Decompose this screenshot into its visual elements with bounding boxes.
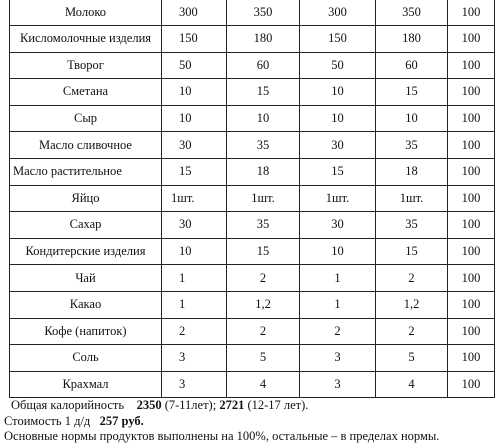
table-cell: 60 bbox=[376, 52, 448, 79]
table-cell: 180 bbox=[376, 26, 448, 53]
table-cell: 15 bbox=[376, 238, 448, 265]
table-cell: 1 bbox=[162, 291, 227, 318]
table-cell: 30 bbox=[162, 132, 227, 159]
table-row bbox=[10, 371, 495, 398]
table-cell: 100 bbox=[448, 291, 495, 318]
table-cell: 2 bbox=[227, 318, 300, 345]
table-cell: 100 bbox=[448, 212, 495, 239]
table-cell: 30 bbox=[300, 132, 376, 159]
table-cell: 100 bbox=[448, 26, 495, 53]
cost-line bbox=[0, 414, 500, 430]
table-cell: 15 bbox=[162, 158, 227, 185]
table-row bbox=[10, 318, 495, 345]
table-cell: 10 bbox=[227, 105, 300, 132]
table-cell: 1,2 bbox=[227, 291, 300, 318]
table-row bbox=[10, 238, 495, 265]
table-cell: 1 bbox=[162, 265, 227, 292]
table-cell: 100 bbox=[448, 132, 495, 159]
table-row bbox=[10, 345, 495, 372]
table-cell: 35 bbox=[227, 132, 300, 159]
table-row bbox=[10, 291, 495, 318]
table-cell: 30 bbox=[300, 212, 376, 239]
cost-label: Стоимость 1 д/д bbox=[4, 413, 91, 428]
table-cell: 100 bbox=[448, 345, 495, 372]
calories-7-11-note: (7-11лет); bbox=[164, 398, 217, 412]
table-row bbox=[10, 105, 495, 132]
table-cell: 150 bbox=[162, 26, 227, 53]
table-cell: 3 bbox=[300, 371, 376, 398]
product-name-sour-cream: Сметана bbox=[10, 79, 162, 106]
table-cell: 2 bbox=[376, 265, 448, 292]
table-cell: 5 bbox=[227, 345, 300, 372]
table-cell: 4 bbox=[227, 371, 300, 398]
table-cell: 3 bbox=[300, 345, 376, 372]
table-cell: 1 bbox=[300, 291, 376, 318]
calories-7-11-value: 2350 bbox=[136, 398, 162, 412]
table-cell: 15 bbox=[227, 79, 300, 106]
table-cell: 10 bbox=[162, 105, 227, 132]
calories-12-17-value: 2721 bbox=[219, 398, 245, 412]
product-name-egg: Яйцо bbox=[10, 185, 162, 212]
table-cell: 2 bbox=[376, 318, 448, 345]
table-cell: 100 bbox=[448, 52, 495, 79]
table-row bbox=[10, 158, 495, 185]
table-cell: 10 bbox=[376, 105, 448, 132]
table-cell: 2 bbox=[227, 265, 300, 292]
product-name-starch: Крахмал bbox=[10, 371, 162, 398]
table-cell: 1шт. bbox=[227, 185, 300, 212]
table-cell: 10 bbox=[162, 238, 227, 265]
table-cell: 3 bbox=[162, 345, 227, 372]
table-cell: 100 bbox=[448, 371, 495, 398]
table-cell: 50 bbox=[162, 52, 227, 79]
table-cell: 1шт. bbox=[162, 185, 227, 212]
table-cell: 15 bbox=[227, 238, 300, 265]
calories-12-17-note: (12-17 лет). bbox=[247, 398, 309, 412]
table-cell: 1,2 bbox=[376, 291, 448, 318]
table-row bbox=[10, 52, 495, 79]
product-name-dairy: Кисломолочные изделия bbox=[10, 26, 162, 53]
product-name-vegetable-oil: Масло растительное bbox=[10, 158, 162, 185]
table-cell: 300 bbox=[162, 0, 227, 26]
table-cell: 30 bbox=[162, 212, 227, 239]
table-cell: 100 bbox=[448, 318, 495, 345]
table-cell: 300 bbox=[300, 0, 376, 26]
table-row bbox=[10, 265, 495, 292]
table-cell: 50 bbox=[300, 52, 376, 79]
table-cell: 100 bbox=[448, 158, 495, 185]
product-name-cocoa: Какао bbox=[10, 291, 162, 318]
table-cell: 35 bbox=[227, 212, 300, 239]
table-cell: 15 bbox=[300, 158, 376, 185]
table-cell: 18 bbox=[376, 158, 448, 185]
product-name-milk: Молоко bbox=[10, 0, 162, 26]
table-cell: 1шт. bbox=[300, 185, 376, 212]
table-row bbox=[10, 185, 495, 212]
calories-line bbox=[0, 398, 500, 414]
product-name-tea: Чай bbox=[10, 265, 162, 292]
cost-value: 257 руб. bbox=[99, 413, 144, 428]
table-cell: 1 bbox=[300, 265, 376, 292]
table-cell: 60 bbox=[227, 52, 300, 79]
product-name-coffee: Кофе (напиток) bbox=[10, 318, 162, 345]
summary-footer bbox=[0, 398, 500, 445]
table-row bbox=[10, 132, 495, 159]
product-name-salt: Соль bbox=[10, 345, 162, 372]
table-cell: 350 bbox=[376, 0, 448, 26]
table-cell: 100 bbox=[448, 238, 495, 265]
table-row bbox=[10, 79, 495, 106]
table-cell: 180 bbox=[227, 26, 300, 53]
calories-label: Общая калорийность bbox=[11, 398, 125, 412]
table-cell: 10 bbox=[300, 105, 376, 132]
table-cell: 100 bbox=[448, 105, 495, 132]
table-cell: 1шт. bbox=[376, 185, 448, 212]
product-name-cheese: Сыр bbox=[10, 105, 162, 132]
table-cell: 100 bbox=[448, 265, 495, 292]
product-name-cottage-cheese: Творог bbox=[10, 52, 162, 79]
table-cell: 18 bbox=[227, 158, 300, 185]
table-cell: 150 bbox=[300, 26, 376, 53]
table-cell: 4 bbox=[376, 371, 448, 398]
food-norms-table bbox=[9, 0, 495, 398]
product-name-sugar: Сахар bbox=[10, 212, 162, 239]
table-cell: 100 bbox=[448, 185, 495, 212]
table-cell: 10 bbox=[300, 238, 376, 265]
table-cell: 100 bbox=[448, 0, 495, 26]
table-cell: 10 bbox=[300, 79, 376, 106]
product-name-confectionery: Кондитерские изделия bbox=[10, 238, 162, 265]
table-cell: 35 bbox=[376, 212, 448, 239]
product-name-butter: Масло сливочное bbox=[10, 132, 162, 159]
table-cell: 5 bbox=[376, 345, 448, 372]
table-cell: 2 bbox=[162, 318, 227, 345]
norms-note: Основные нормы продуктов выполнены на 100%, остальные – в пределах нормы. bbox=[4, 429, 440, 443]
table-cell: 100 bbox=[448, 79, 495, 106]
table-cell: 35 bbox=[376, 132, 448, 159]
table-cell: 3 bbox=[162, 371, 227, 398]
table-row bbox=[10, 212, 495, 239]
table-cell: 15 bbox=[376, 79, 448, 106]
table-row bbox=[10, 26, 495, 53]
table-cell: 10 bbox=[162, 79, 227, 106]
table-cell: 2 bbox=[300, 318, 376, 345]
table-row bbox=[10, 0, 495, 26]
table-cell: 350 bbox=[227, 0, 300, 26]
